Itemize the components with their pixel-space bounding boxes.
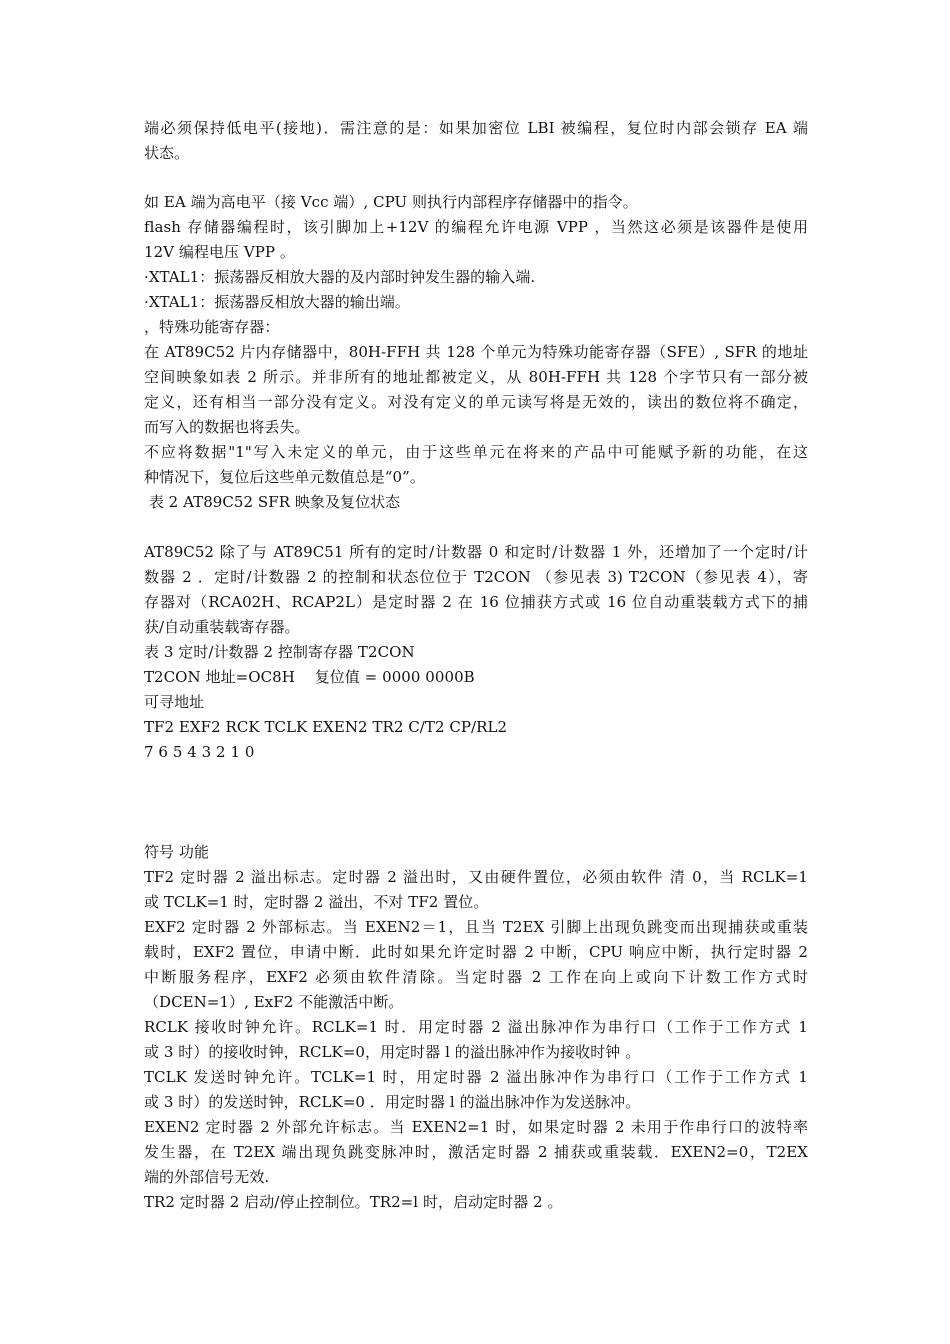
text-line: 种情况下，复位后这些单元数值总是“0”。 [144, 468, 425, 486]
text-line: TF2 定时器 2 溢出标志。定时器 2 溢出时，又由硬件置位，必须由软件 清 0，当 RCLK=1 [144, 868, 808, 886]
text-line: 数器 2 ．定时/计数器 2 的控制和状态位位于 T2CON （参见表 3) T2CON（参见表 4），寄 [144, 568, 808, 586]
text-line: AT89C52 除了与 AT89C51 所有的定时/计数器 0 和定时/计数器 1 外，还增加了一个定时/计 [144, 543, 808, 561]
text-line: TR2 定时器 2 启动/停止控制位。TR2=l 时，启动定时器 2 。 [144, 1193, 563, 1211]
text-line: 状态。 [144, 144, 190, 162]
text-line: 端的外部信号无效. [144, 1168, 270, 1186]
text-line: 12V 编程电压 VPP 。 [144, 243, 295, 261]
text-line: ，特殊功能寄存器： [144, 318, 280, 336]
text-line: 在 AT89C52 片内存储器中，80H-FFH 共 128 个单元为特殊功能寄存器（SFE）, SFR 的地址 [144, 343, 808, 361]
text-line: 或 TCLK=1 时，定时器 2 溢出，不对 TF2 置位。 [144, 893, 489, 911]
text-line: ·XTAL1：振荡器反相放大器的及内部时钟发生器的输入端. [144, 268, 536, 286]
register-address: T2CON 地址=OC8H 复位值 = 0000 0000B [144, 668, 475, 686]
text-line: RCLK 接收时钟允许。RCLK=1 时．用定时器 2 溢出脉冲作为串行口（工作于工作方式 1 [144, 1018, 808, 1036]
text-line: 可寻地址 [144, 693, 205, 711]
text-line: 或 3 时）的发送时钟，RCLK=0 ．用定时器 l 的溢出脉冲作为发送脉冲。 [144, 1093, 641, 1111]
text-line: ·XTAL1：振荡器反相放大器的输出端。 [144, 293, 410, 311]
text-line: 载时，EXF2 置位，申请中断．此时如果允许定时器 2 中断，CPU 响应中断，执行定时器 2 [144, 943, 808, 961]
text-line: （DCEN=1）, ExF2 不能激活中断。 [144, 993, 404, 1011]
table-header: 符号 功能 [144, 843, 210, 861]
text-line: 如 EA 端为高电平（接 Vcc 端）, CPU 则执行内部程序存储器中的指令。 [144, 193, 638, 211]
text-line: 端必须保持低电平(接地)．需注意的是：如果加密位 LBI 被编程，复位时内部会锁存 EA 端 [144, 119, 808, 137]
table-caption: 表 2 AT89C52 SFR 映象及复位状态 [144, 493, 401, 511]
text-line: TCLK 发送时钟允许。TCLK=1 时，用定时器 2 溢出脉冲作为串行口（工作于工作方式 1 [144, 1068, 808, 1086]
table-caption: 表 3 定时/计数器 2 控制寄存器 T2CON [144, 643, 415, 661]
text-line: EXF2 定时器 2 外部标志。当 EXEN2＝1，且当 T2EX 引脚上出现负跳变而出现捕获或重装 [144, 918, 808, 936]
text-line: 发生器，在 T2EX 端出现负跳变脉冲时，激活定时器 2 捕获或重装载．EXEN2=0，T2EX [144, 1143, 808, 1161]
text-line: 空间映象如表 2 所示。并非所有的地址都被定义，从 80H-FFH 共 128 个字节只有一部分被 [144, 368, 808, 386]
text-line: 不应将数据"1"写入未定义的单元，由于这些单元在将来的产品中可能赋予新的功能，在这 [144, 443, 808, 461]
text-line: flash 存储器编程时，该引脚加上+12V 的编程允许电源 VPP ，当然这必须是该器件是使用 [144, 218, 808, 236]
text-line: 定义，还有相当一部分没有定义。对没有定义的单元读写将是无效的，读出的数位将不确定， [144, 393, 808, 411]
text-line: 中断服务程序，EXF2 必须由软件清除。当定时器 2 工作在向上或向下计数工作方式时 [144, 968, 808, 986]
text-line: 而写入的数据也将丢失。 [144, 418, 310, 436]
text-line: 获/自动重装载寄存器。 [144, 618, 300, 636]
text-line: 或 3 时）的接收时钟，RCLK=0，用定时器 l 的溢出脉冲作为接收时钟 。 [144, 1043, 641, 1061]
text-line: 存器对（RCA02H、RCAP2L）是定时器 2 在 16 位捕获方式或 16 位自动重装载方式下的捕 [144, 593, 808, 611]
register-bit-numbers: 7 6 5 4 3 2 1 0 [144, 743, 255, 761]
text-line: EXEN2 定时器 2 外部允许标志。当 EXEN2=1 时，如果定时器 2 未用于作串行口的波特率 [144, 1118, 808, 1136]
register-bit-names: TF2 EXF2 RCK TCLK EXEN2 TR2 C/T2 CP/RL2 [144, 718, 508, 736]
